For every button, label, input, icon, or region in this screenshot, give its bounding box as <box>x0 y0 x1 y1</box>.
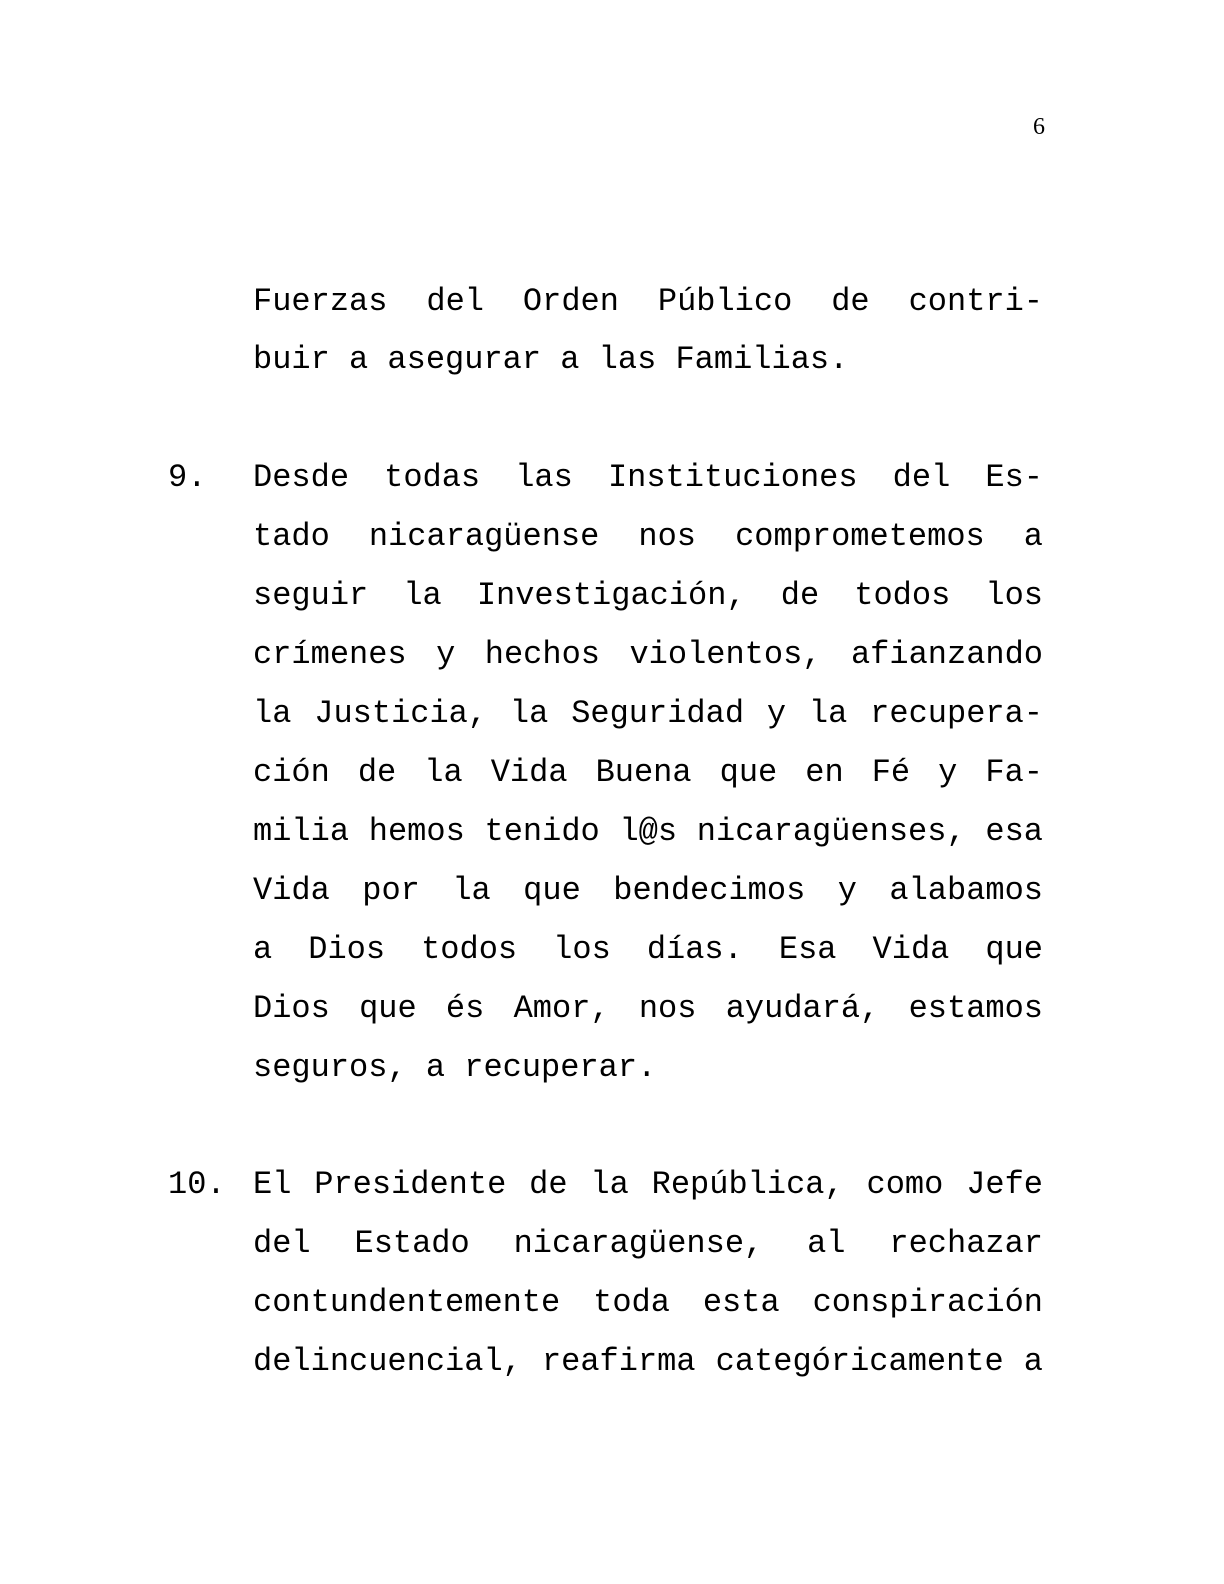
paragraph-line: ción de la Vida Buena que en Fé y Fa- <box>253 754 1043 791</box>
paragraph-line: delincuencial, reafirma categóricamente a <box>253 1343 1043 1380</box>
paragraph-line: Dios que és Amor, nos ayudará, estamos <box>253 990 1043 1027</box>
list-item-number: 10. <box>168 1166 226 1203</box>
paragraph-line: tado nicaragüense nos comprometemos a <box>253 518 1043 555</box>
paragraph-line: milia hemos tenido l@s nicaragüenses, esa <box>253 813 1043 850</box>
paragraph-line: crímenes y hechos violentos, afianzando <box>253 636 1043 673</box>
paragraph-line: la Justicia, la Seguridad y la recupera- <box>253 695 1043 732</box>
paragraph-line: del Estado nicaragüense, al rechazar <box>253 1225 1043 1262</box>
list-item-number: 9. <box>168 459 207 496</box>
paragraph-line: Vida por la que bendecimos y alabamos <box>253 872 1043 909</box>
paragraph-line: Desde todas las Instituciones del Es- <box>253 459 1043 496</box>
paragraph-line: contundentemente toda esta conspiración <box>253 1284 1043 1321</box>
paragraph-line: seguros, a recuperar. <box>253 1049 657 1086</box>
paragraph-line: a Dios todos los días. Esa Vida que <box>253 931 1043 968</box>
paragraph-line: El Presidente de la República, como Jefe <box>253 1166 1043 1203</box>
page-number: 6 <box>1033 114 1045 140</box>
paragraph-line: buir a asegurar a las Familias. <box>253 341 849 378</box>
paragraph-line: Fuerzas del Orden Público de contri- <box>253 283 1043 320</box>
paragraph-line: seguir la Investigación, de todos los <box>253 577 1043 614</box>
